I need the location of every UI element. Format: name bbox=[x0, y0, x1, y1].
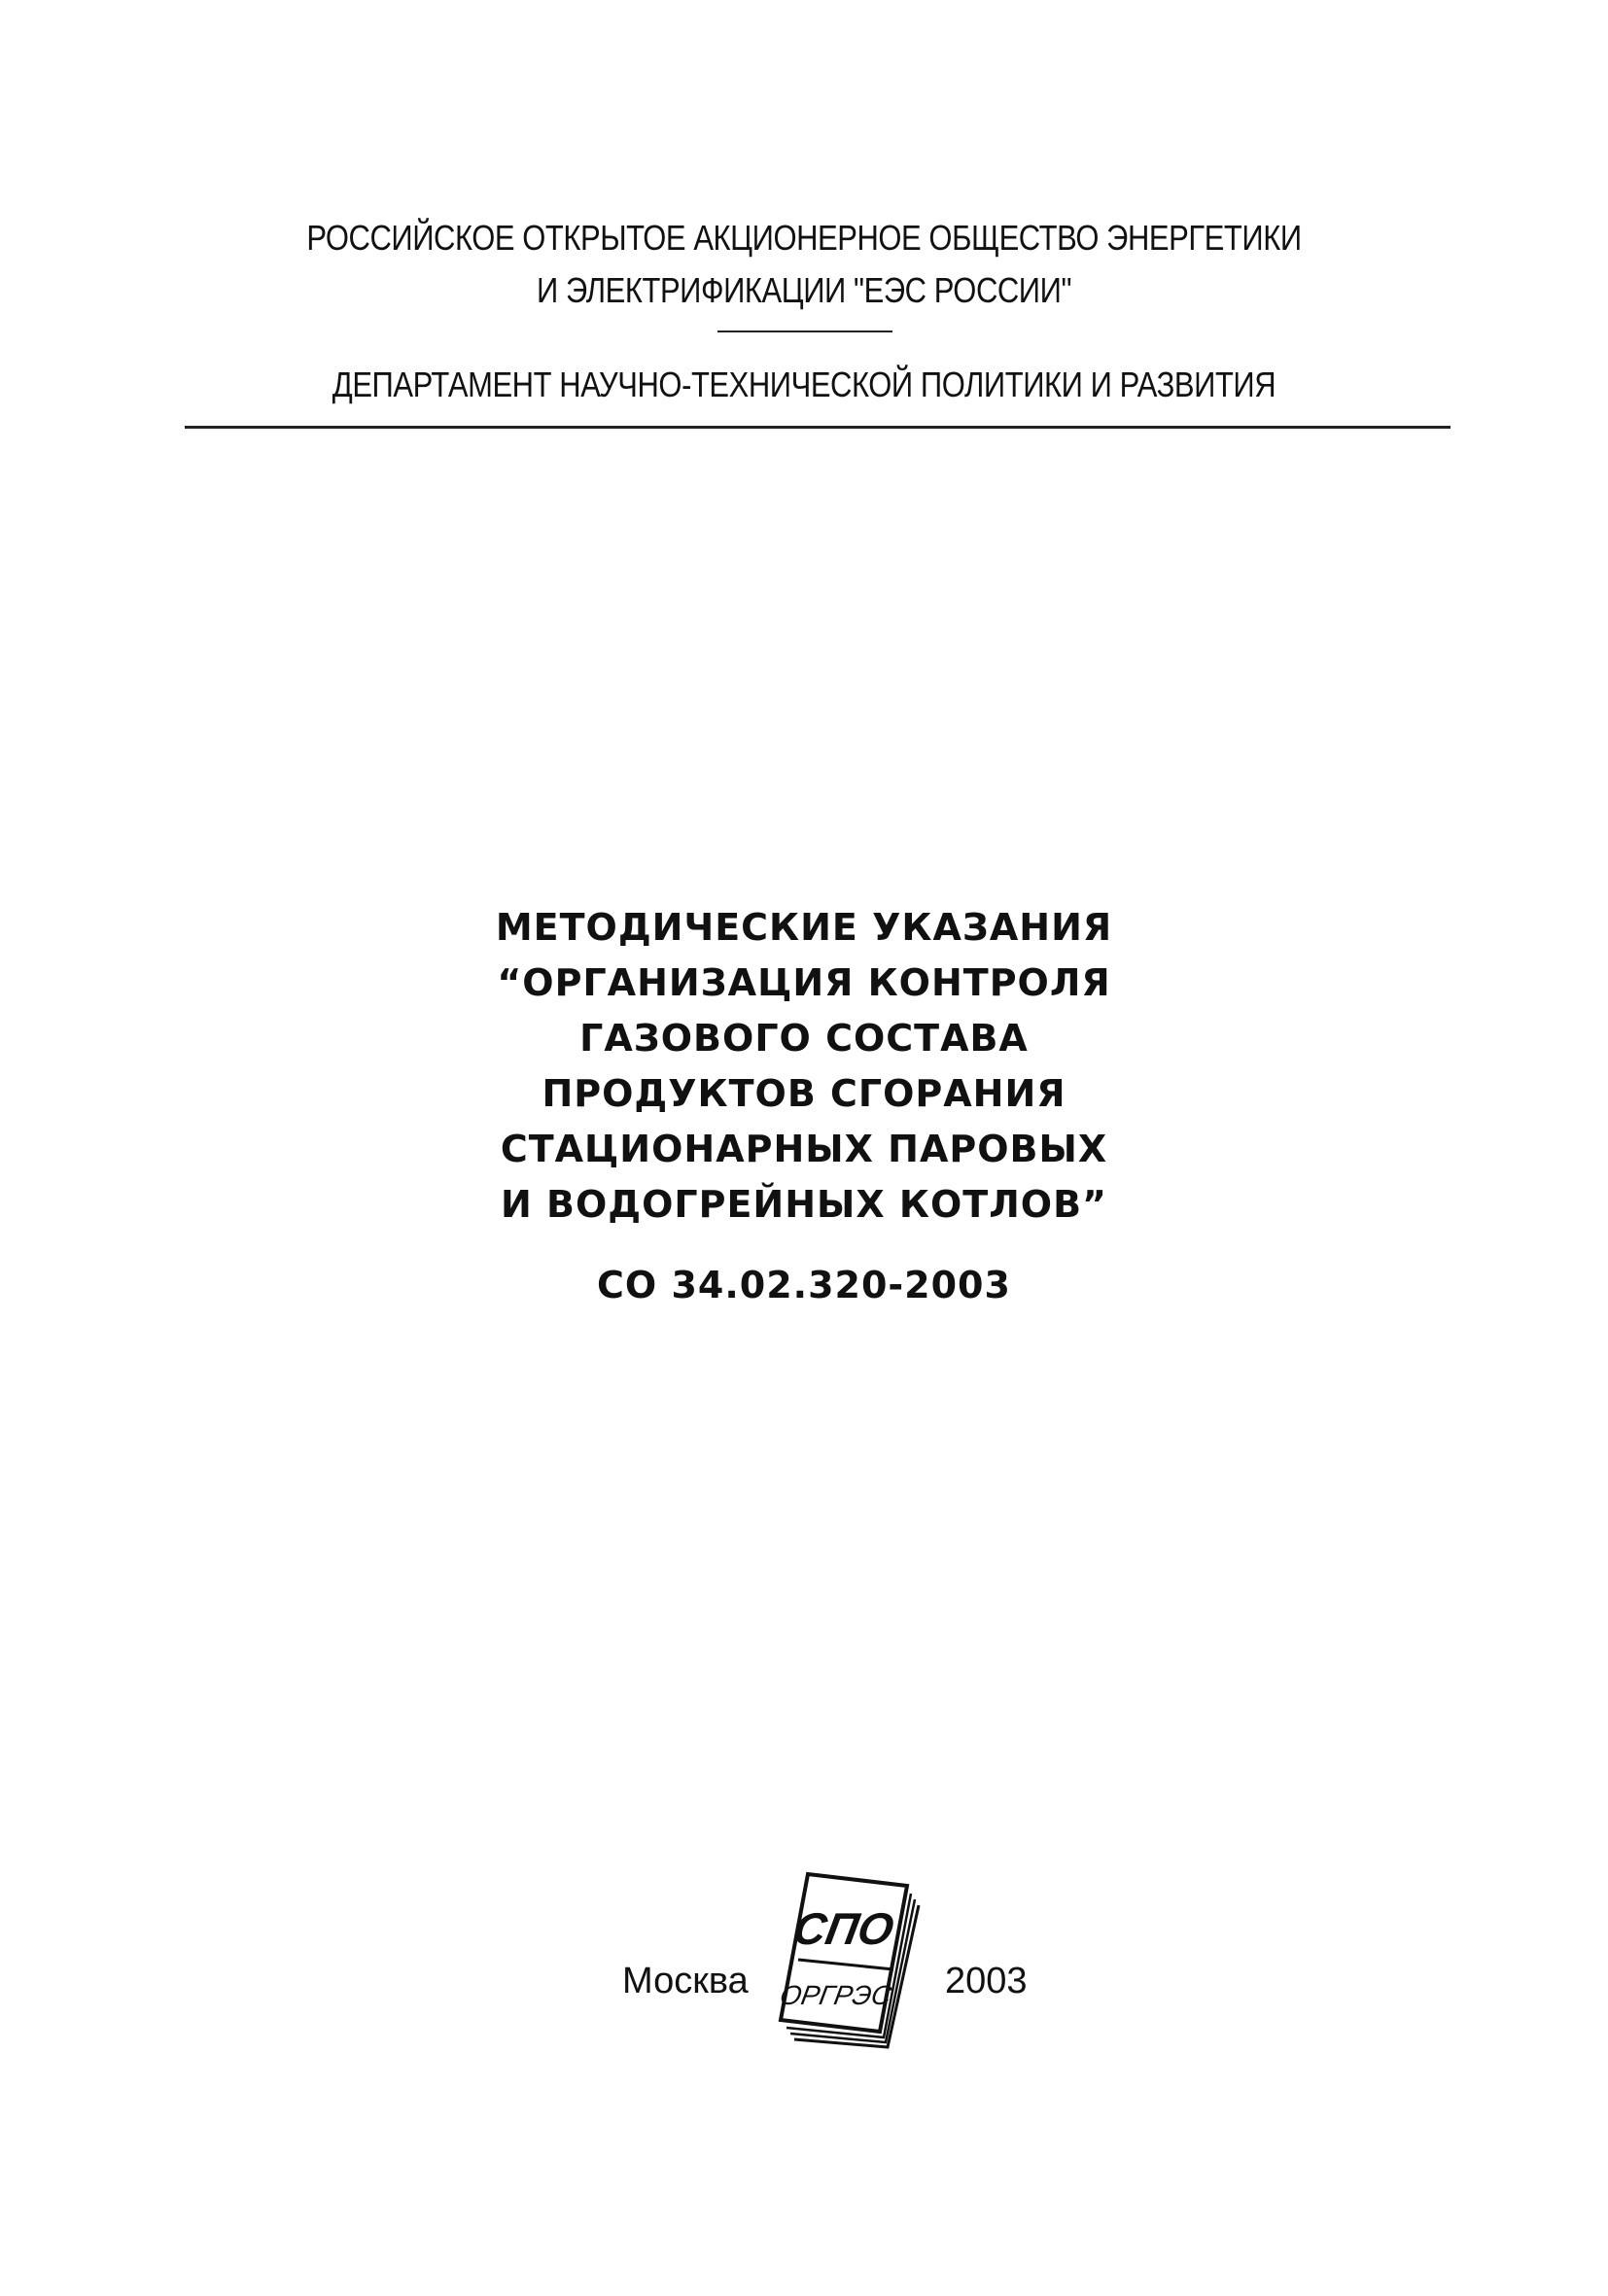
title-line-2: “ОРГАНИЗАЦИЯ КОНТРОЛЯ bbox=[497, 961, 1111, 1004]
title-line-5: СТАЦИОНАРНЫХ ПАРОВЫХ bbox=[500, 1128, 1108, 1170]
title-line-6: И ВОДОГРЕЙНЫХ КОТЛОВ” bbox=[500, 1183, 1108, 1226]
department-name: ДЕПАРТАМЕНТ НАУЧНО-ТЕХНИЧЕСКОЙ ПОЛИТИКИ И РАЗВИТИЯ bbox=[332, 365, 1276, 404]
logo-text-bottom: ОРГРЭС bbox=[777, 1979, 894, 2010]
header-short-divider bbox=[717, 330, 892, 332]
document-code: СО 34.02.320-2003 bbox=[597, 1264, 1011, 1306]
publication-year: 2003 bbox=[945, 1961, 1028, 2001]
title-line-4: ПРОДУКТОВ СГОРАНИЯ bbox=[542, 1072, 1066, 1115]
header-long-divider bbox=[185, 426, 1451, 429]
logo-text-top: СПО bbox=[789, 1903, 898, 1954]
organization-name-line-1: РОССИЙСКОЕ ОТКРЫТОЕ АКЦИОНЕРНОЕ ОБЩЕСТВО ЭНЕРГЕТИКИ bbox=[306, 218, 1302, 258]
document-title bbox=[0, 900, 1608, 1233]
title-line-1: МЕТОДИЧЕСКИЕ УКАЗАНИЯ bbox=[495, 906, 1113, 949]
organization-name-line-2: И ЭЛЕКТРИФИКАЦИИ "ЕЭС РОССИИ" bbox=[536, 270, 1072, 310]
title-line-3: ГАЗОВОГО СОСТАВА bbox=[579, 1017, 1029, 1060]
publication-city: Москва bbox=[622, 1961, 749, 2001]
spo-orgres-logo-icon bbox=[773, 1866, 928, 2056]
